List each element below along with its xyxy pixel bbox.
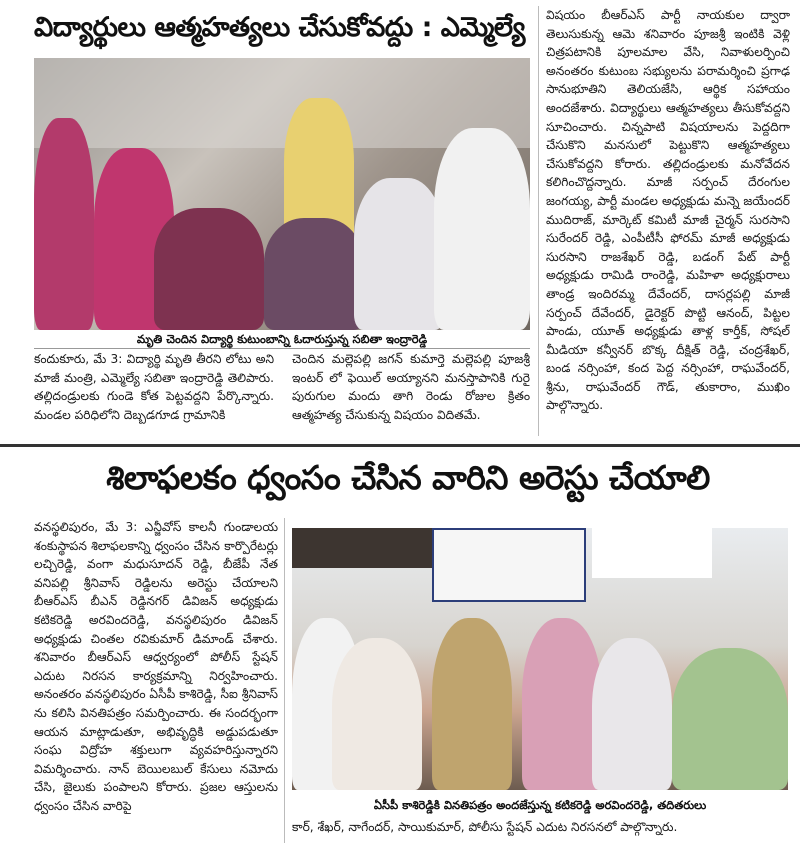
story-2 — [0, 448, 800, 843]
story-2-headline: శిలాఫలకం ధ్వంసం చేసిన వారిని అరెస్టు చేయాలి — [106, 458, 710, 497]
column-divider — [284, 518, 285, 843]
story-1-photo — [34, 58, 530, 330]
story-1-headline: విద్యార్థులు ఆత్మహత్యలు చేసుకోవద్దు : ఎమ్మెల్యే — [34, 12, 525, 43]
story-1-column-a: కందుకూరు, మే 3: విద్యార్థి మృతి తీరని లోటు అని మాజీ మంత్రి, ఎమ్మెల్యే సబితా ఇంద్రారెడ్డి తెలిపారు. తల్లిదండ్రులకు గుండె కోత పెట్టవద్దని పేర్కొన్నారు. మండల పరిధిలోని దెబ్బడగూడ గ్రామానికి — [34, 352, 274, 422]
story-2-photo-caption: ఏసీపీ కాశిరెడ్డికి వినతిపత్రం అందజేస్తున్న కటికరెడ్డి అరవిందరెడ్డి, తదితరులు — [292, 796, 788, 814]
column-divider — [538, 6, 539, 436]
section-divider — [0, 444, 800, 447]
story-2-photo — [292, 528, 788, 790]
story-1-column-b: చెందిన మల్లెపల్లి జగన్ కుమార్తె మల్లెపల్లి పూజశ్రీ ఇంటర్ లో ఫెయిల్ అయ్యానని మనస్తాపానికి గురై పురుగుల మందు తాగి రెండు రోజుల క్రితం ఆత్మహత్య చేసుకున్న విషయం విదితమే. — [292, 352, 530, 422]
story-1-photo-caption: మృతి చెందిన విద్యార్థి కుటుంబాన్ని ఓదారుస్తున్న సబితా ఇంద్రారెడ్డి — [34, 330, 530, 349]
story-2-column-b: కార్, శేఖర్, నాగేందర్, సాయికుమార్, పోలీసు స్టేషన్ ఎదుట నిరసనలో పాల్గొన్నారు. — [292, 820, 678, 834]
story-2-column-a: వనస్థలిపురం, మే 3: ఎన్జీవోస్ కాలనీ గుండాలయ శంకుస్థాపన శిలాఫలకాన్ని ధ్వంసం చేసిన కార్పొరేటర్లు లచ్చిరెడ్డి, వంగా మధుసూదన్ రెడ్డి, బీజేపీ నేత వనిపల్లి శ్రీనివాస్ రెడ్డిలను అరెస్టు చేయాలని బీఆర్ఎస్ బీఎన్ రెడ్డినగర్ డివిజన్ అధ్యక్షుడు కటికరెడ్డి అరవిందరెడ్డి, వనస్థలిపురం డివిజన్ అధ్యక్షుడు చింతల రవికుమార్ డిమాండ్ చేశారు. శనివారం బీఆర్ఎస్ ఆధ్వర్యంలో పోలీస్ స్టేషన్ ఎదుట నిరసన కార్యక్రమాన్ని నిర్వహించారు. అనంతరం వనస్థలిపురం ఏసీపీ కాశిరెడ్డి, సీఐ శ్రీనివాస్ ను కలిసి వినతిపత్రం సమర్పించారు. ఈ సందర్భంగా ఆయన మాట్లాడుతూ, అభివృద్ధికి అడ్డుపడుతూ సంఘ విద్రోహ శక్తులుగా వ్యవహరిస్తున్నారని విమర్శించారు. నాన్ బెయిలబుల్ కేసులు నమోదు చేసి, జైలుకు పంపాలని కోరారు. ప్రజల ఆస్తులను ధ్వంసం చేసిన వారిపై — [34, 520, 278, 813]
story-1-column-c: విషయం బీఆర్ఎస్ పార్టీ నాయకుల ద్వారా తెలుసుకున్న ఆమె శనివారం పూజశ్రీ ఇంటికి వెళ్లి చిత్రపటానికి పూలమాల వేసి, నివాళులర్పించి అనంతరం కుటుంబ సభ్యులను పరామర్శించి ప్రగాఢ సానుభూతిని తెలియజేసి, ఆర్థిక సహాయం అందజేశారు. విద్యార్థులు ఆత్మహత్యలు తీసుకోవద్దని సూచించారు. చిన్నపాటి విషయాలను పెద్దదిగా చేసుకొని మనసులో పెట్టుకొని ఆత్మహత్యలు చేసుకోవద్దని కోరారు. తల్లిదండ్రులకు మనోవేదన కలిగించొద్దన్నారు. మాజీ సర్పంచ్ దేరంగుల జంగయ్య, పార్టీ మండల అధ్యక్షుడు మన్నె జయేందర్ ముదిరాజ్, మార్కెట్ కమిటీ మాజీ చైర్మన్ సురసాని సురేందర్ రెడ్డి, ఎంపీటీసీ ఫోరమ్ మాజీ అధ్యక్షుడు సురసాని రాజశేఖర్ రెడ్డి, బడంగ్ పేట్ పార్టీ అధ్యక్షుడు రామిడి రాంరెడ్డి, మహిళా అధ్యక్షురాలు తాండ్ర ఇందిరమ్మ దేవేందర్, దాసర్లపల్లి మాజీ సర్పంచ్ దేవేందర్, డైరెక్టర్ పొట్టి ఆనంద్, పిట్టల పాండు, యూత్ అధ్యక్షుడు తాళ్ల కార్తీక్, సోషల్ మీడియా కన్వీనర్ బొక్క దీక్షిత్ రెడ్డి, చంద్రశేఖర్, బండ నర్సింహా, కంద పెద్ద నర్సింహా, రాఘవేందర్, శ్రీను, రాఘవేందర్ గౌడ్, తుకారాం, ముఖిం పాల్గొన్నారు. — [546, 8, 790, 413]
